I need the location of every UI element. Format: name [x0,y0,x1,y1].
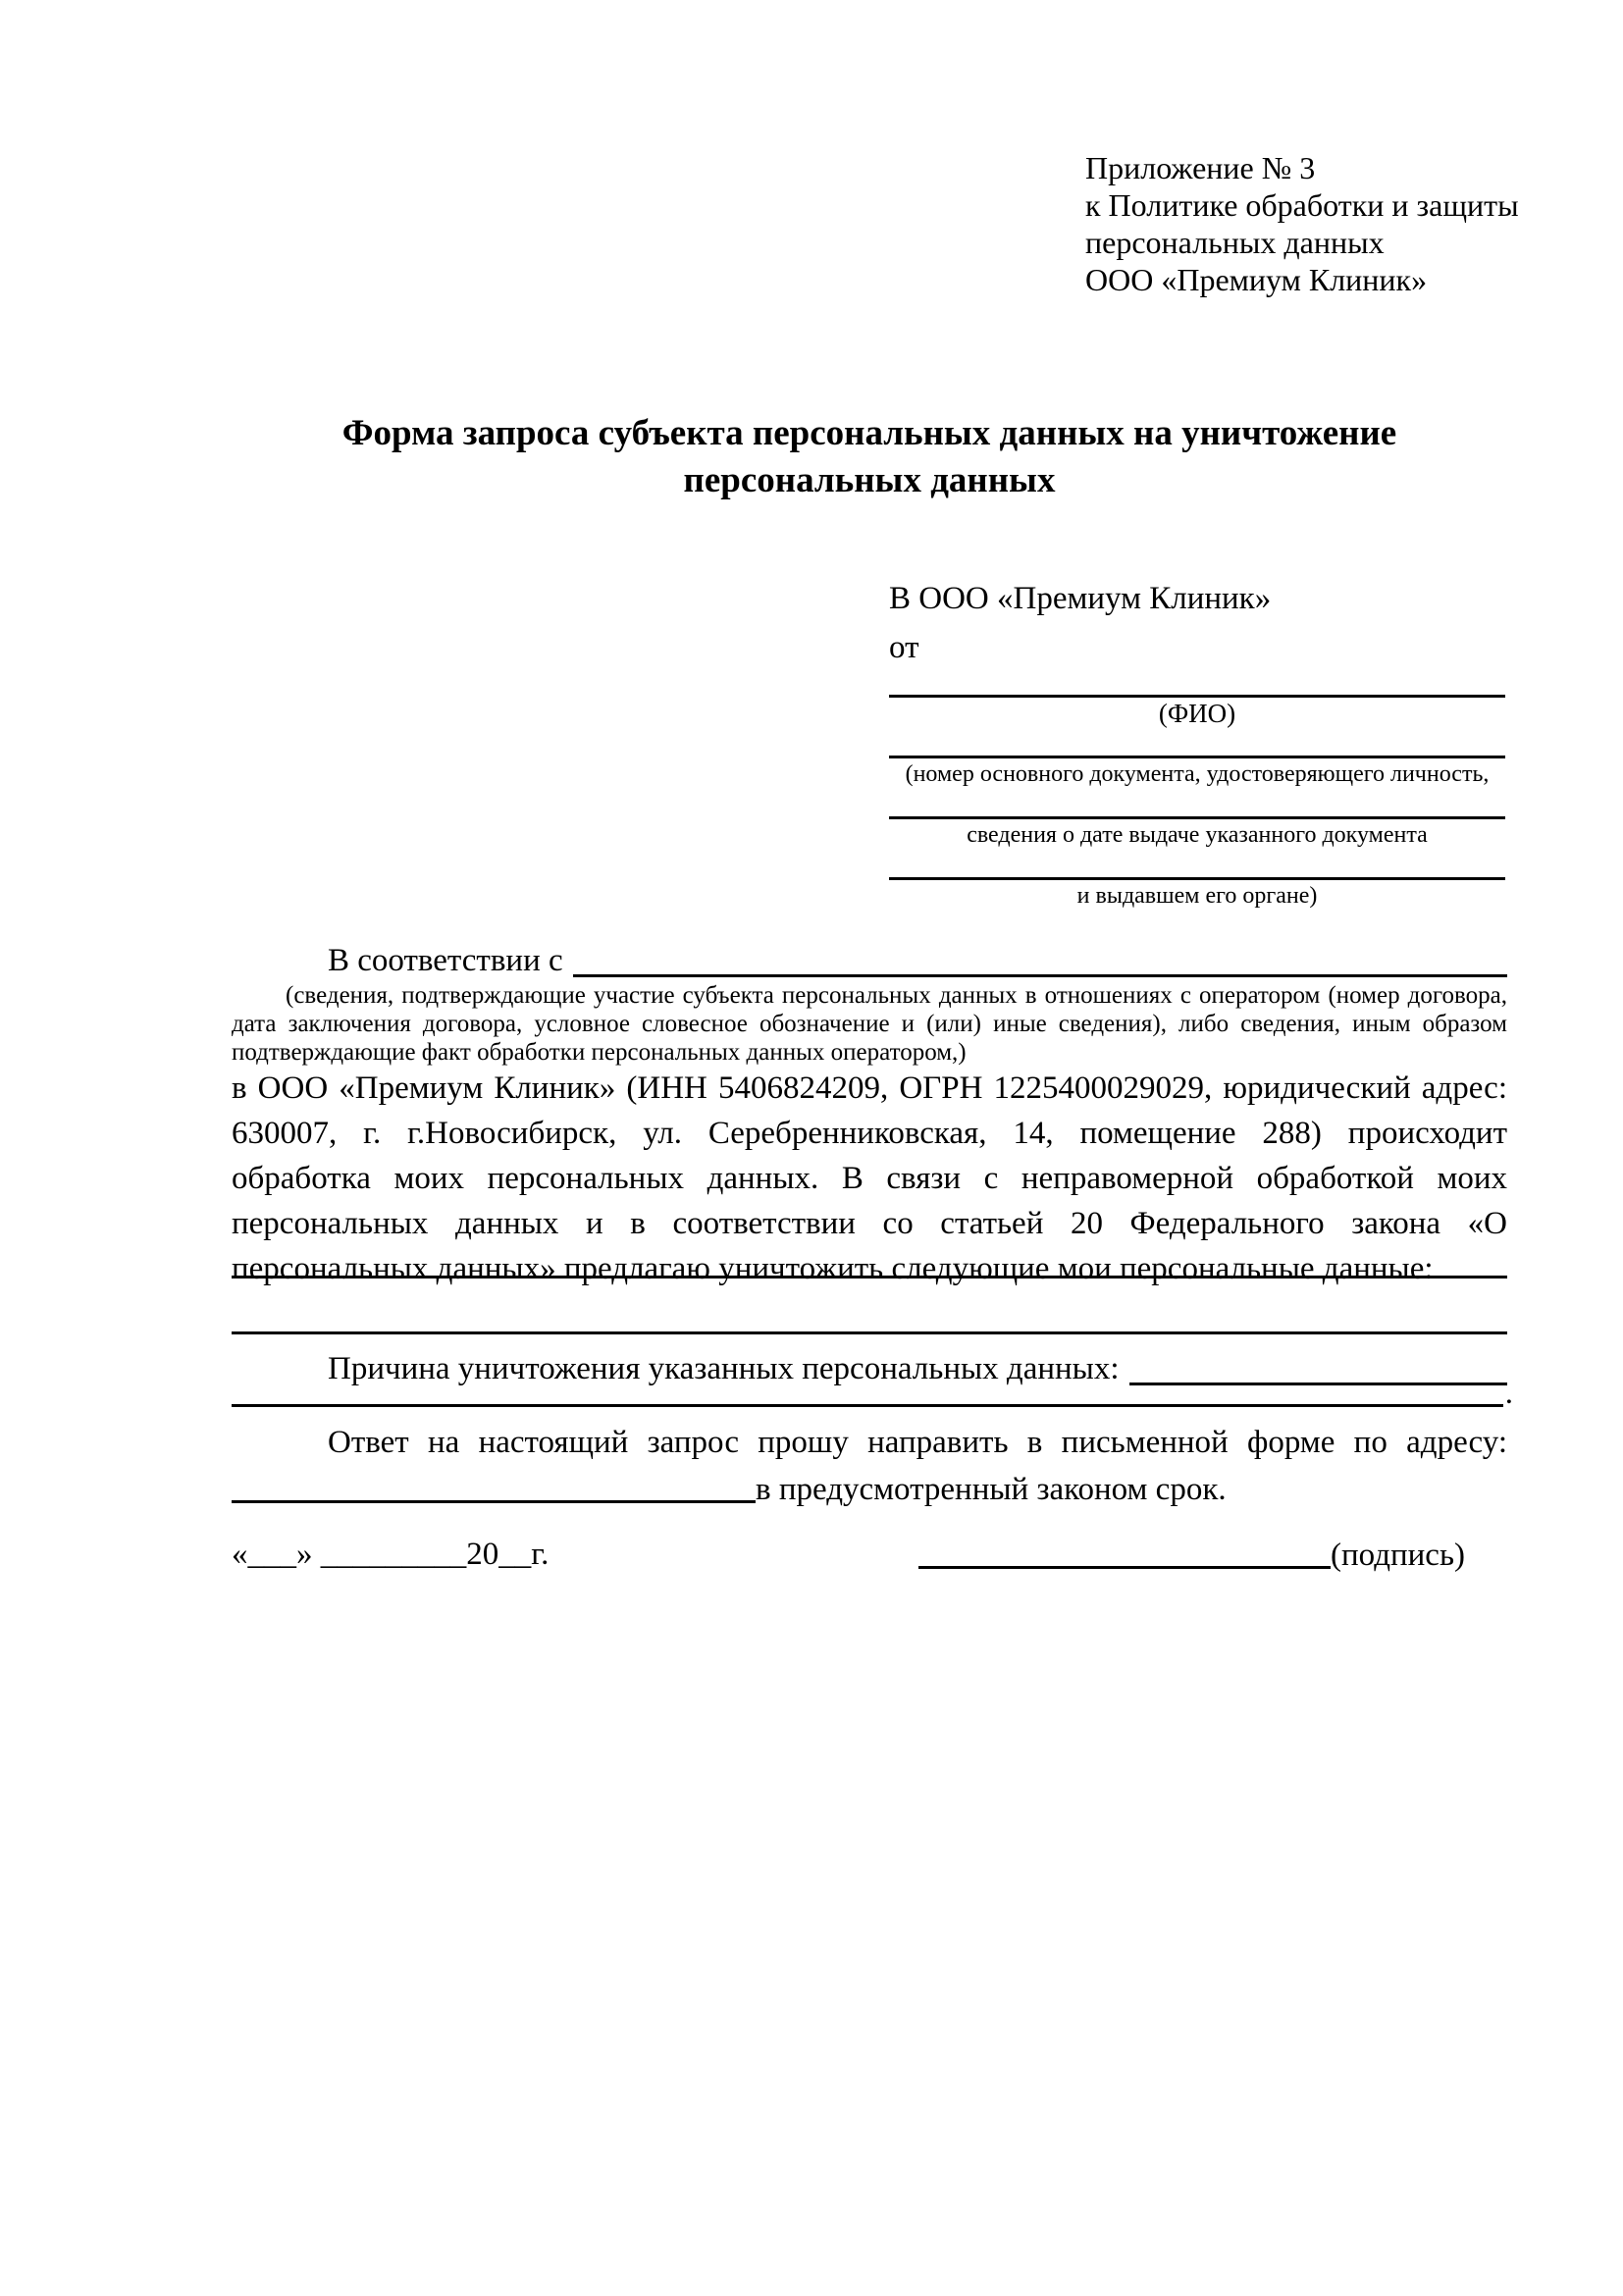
date-line: «___» _________20__г. [232,1537,550,1572]
signature-blank-line [918,1537,1331,1569]
addressee-from-label: от [889,630,919,665]
doc-issuer-caption: и выдавшем его органе) [1076,883,1318,909]
response-tail: в предусмотренный законом срок. [756,1472,1227,1507]
response-lead: Ответ на настоящий запрос прошу направить в письменной форме по адресу: [328,1425,1507,1460]
form-title [232,410,1507,504]
accordance-label: В соответствии с [328,943,563,978]
appendix-line-3: персональных данных [1085,225,1385,260]
addressee-to: В ООО «Премиум Клиник» [889,581,1272,616]
form-title-line-1: Форма запроса субъекта персональных данных на уничтожение [341,413,1397,453]
accordance-footnote: (сведения, подтверждающие участие субъекта персональных данных в отношениях с оператором (номер договора, дата заключения договора, условное словесное обозначение и (или) иные сведения), либо сведения, иным образом подтверждающие факт обработки персональных данных оператором,) [232,982,1507,1066]
doc-issuer-blank-line [889,877,1505,880]
doc-issue-date-blank-line [889,816,1505,819]
form-title-line-2: персональных данных [683,460,1056,500]
appendix-line-4: ООО «Премиум Клиник» [1085,262,1428,297]
fio-caption: (ФИО) [1158,699,1236,728]
doc-number-caption: (номер основного документа, удостоверяющего личность, [905,761,1490,787]
reason-blank-line-2 [232,1376,1503,1407]
accordance-line [232,938,1507,983]
reason-continuation-line [232,1376,1513,1411]
appendix-line-2: к Политике обработки и защиты [1085,187,1519,223]
appendix-line-1: Приложение № 3 [1085,150,1316,185]
signature-block [918,1537,1465,1574]
reason-label: Причина уничтожения указанных персональных данных: [328,1351,1120,1386]
doc-issue-date-caption: сведения о дате выдаче указанного документа [967,822,1428,848]
response-address-blank-line [232,1471,756,1503]
main-paragraph: в ООО «Премиум Клиник» (ИНН 5406824209, ОГРН 1225400029029, юридический адрес: 630007, г. г.Новосибирск, ул. Серебренниковская, 14, помещение 288) происходит обработка моих персональных данных. В связи с неправомерной обработкой моих персональных данных и в соответствии со статьей 20 Федерального закона «О персональных данных» предлагаю уничтожить следующие мои персональные данные: [232,1070,1507,1286]
signature-caption: (подпись) [1331,1538,1465,1573]
response-paragraph [232,1419,1507,1513]
personal-data-blank-line-1 [232,1276,1507,1278]
appendix-block [1085,149,1519,298]
personal-data-blank-line-2 [232,1331,1507,1334]
doc-number-blank-line [889,756,1505,758]
accordance-blank-line [573,938,1507,977]
fio-blank-line [889,695,1505,698]
reason-period: . [1504,1376,1513,1411]
